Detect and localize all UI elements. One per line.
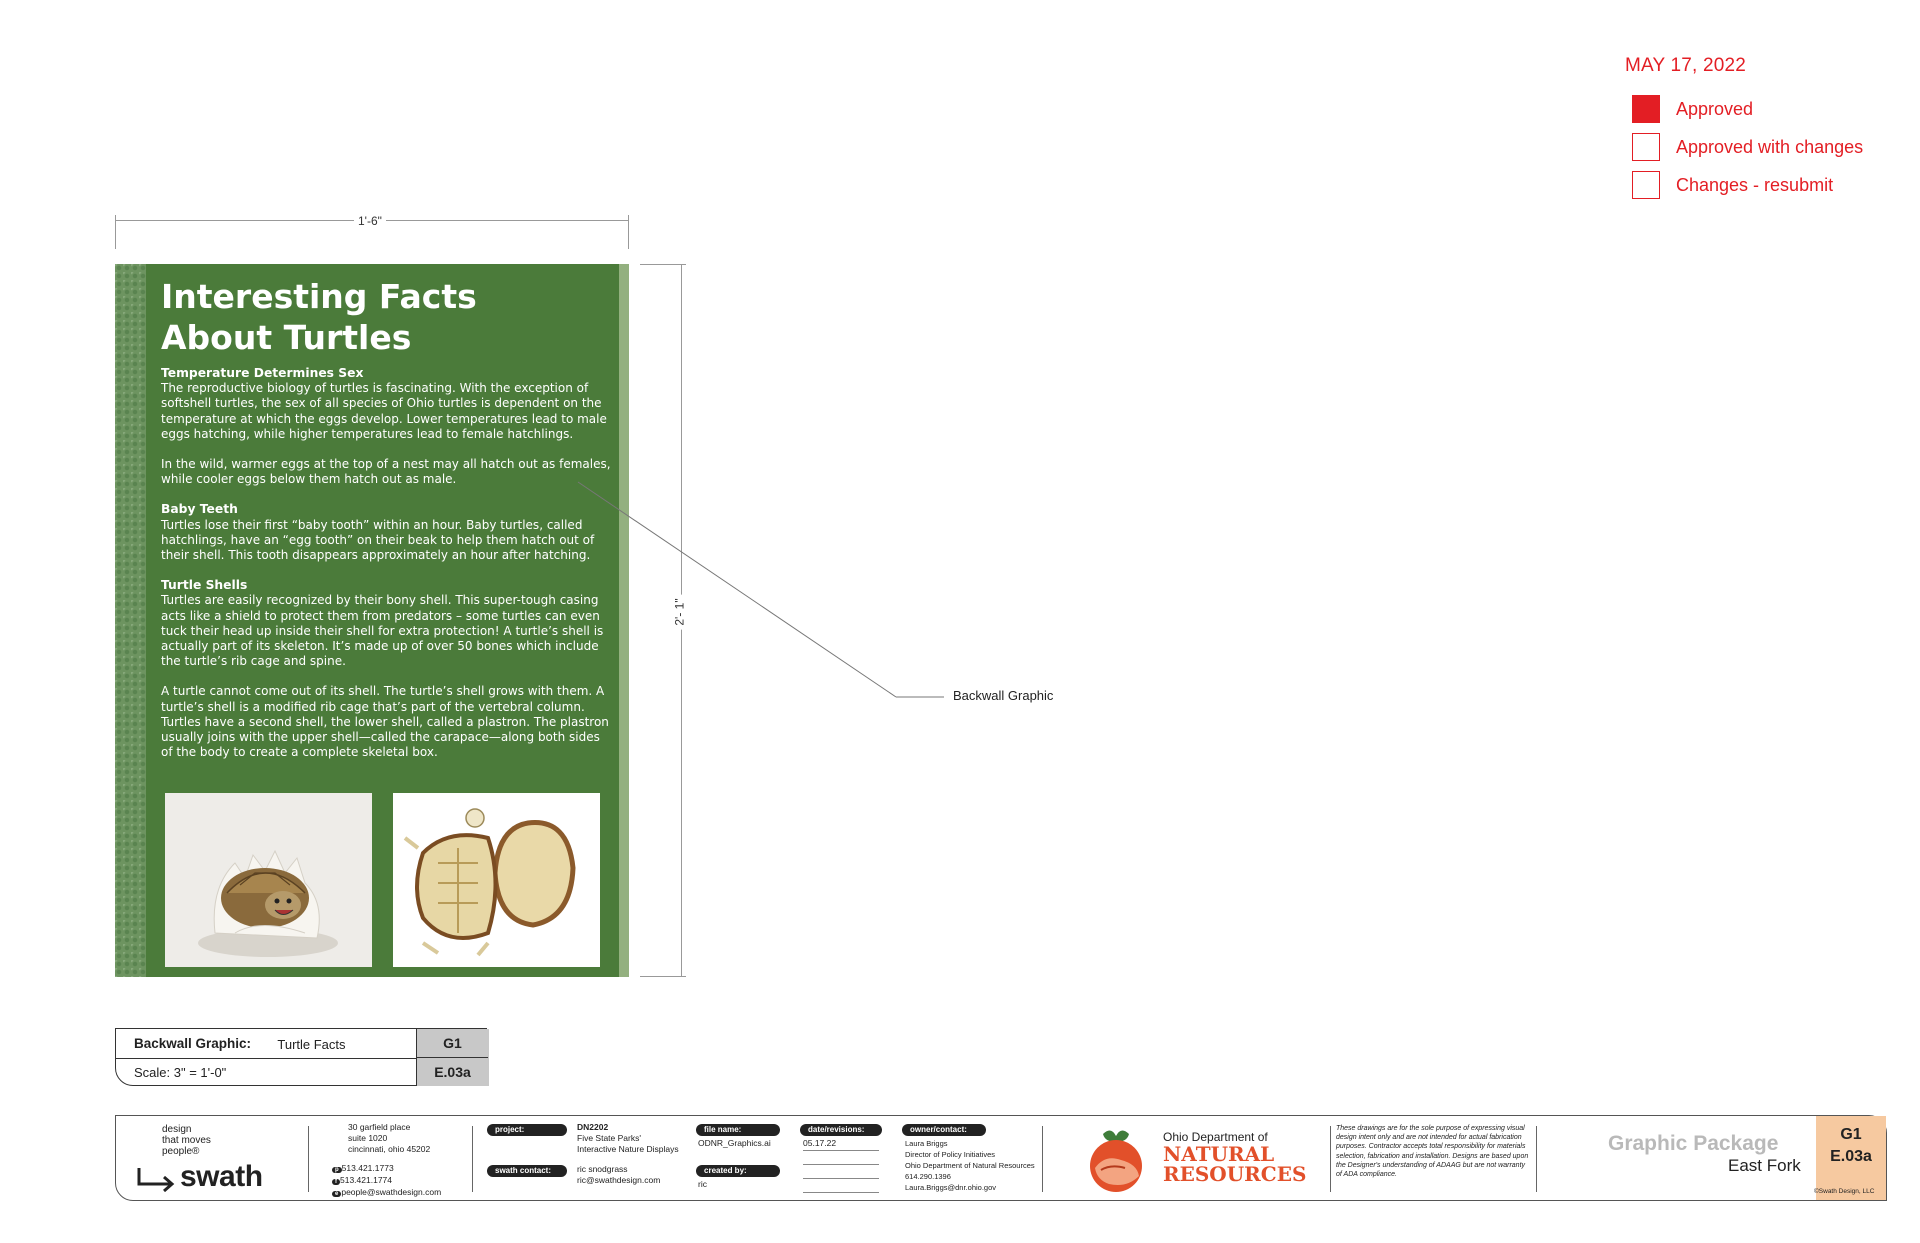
phone-number: 513.421.1773 <box>341 1163 394 1173</box>
panel-title-line: About Turtles <box>161 318 412 357</box>
address-line: cincinnati, ohio 45202 <box>348 1144 431 1154</box>
package-code-top: G1 <box>1840 1126 1862 1143</box>
copyright: ©Swath Design, LLC <box>1814 1188 1875 1195</box>
sheet-code-top: G1 <box>417 1029 488 1058</box>
divider <box>472 1126 473 1192</box>
swath-contact-name: ric snodgrass <box>577 1164 628 1174</box>
section-paragraph: Turtles are easily recognized by their bony shell. This super-tough casing acts like a shield to protect them from predators – some turtles can even tuck their head up inside their shell for extra protection! A turtle’s shell is actually part of its skeleton. It’s made up of over 50 bones which include the turtle’s rib cage and spine. <box>161 593 604 669</box>
fax-number: 513.421.1774 <box>340 1175 392 1185</box>
section-paragraph: In the wild, warmer eggs at the top of a nest may all hatch out as females, while cooler eggs below them hatch out as male. <box>161 457 611 487</box>
section-paragraph: Turtles lose their first “baby tooth” within an hour. Baby turtles, called hatchlings, have an “egg tooth” on their beak to help them hatch out of their shell. This tooth disappears approximately an hour after hatching. <box>161 517 595 563</box>
width-dimension-label: 1'-6" <box>354 214 386 228</box>
file-name: ODNR_Graphics.ai <box>698 1138 771 1148</box>
package-code-bottom: E.03a <box>1830 1148 1872 1165</box>
fax-badge: f <box>332 1179 340 1185</box>
email-badge: e <box>332 1191 341 1197</box>
odnr-logo-icon <box>1081 1124 1151 1194</box>
footer-title-block <box>115 1115 1887 1201</box>
project-name-line: Interactive Nature Displays <box>577 1144 679 1154</box>
owner-line: Ohio Department of Natural Resources <box>905 1161 1035 1170</box>
tagline-line: design <box>162 1124 192 1135</box>
odnr-line2: NATURAL <box>1163 1142 1275 1166</box>
approval-label: Approved <box>1676 98 1754 119</box>
tagline <box>162 1124 211 1157</box>
height-dimension-label: 2'- 1" <box>673 594 687 629</box>
contact-numbers <box>332 1163 441 1199</box>
revision-line <box>803 1192 879 1193</box>
divider <box>308 1126 309 1192</box>
swath-contact-info <box>577 1164 660 1186</box>
package-subtitle: East Fork <box>1728 1156 1801 1175</box>
arrow-logo-icon <box>136 1166 178 1192</box>
section-paragraph: A turtle cannot come out of its shell. The turtle’s shell grows with them. A turtle’s shell is a modified rib cage that’s part of the vertebral column. Turtles have a second shell, the lower shell, called a plastron. The plastron usually joins with the upper shell—called the carapace—along both sides of the body to create a complete skeletal box. <box>161 684 609 760</box>
approval-label: Changes - resubmit <box>1676 174 1834 195</box>
title-name-rest: Turtle Facts <box>274 1037 346 1052</box>
owner-contact-label: owner/contact: <box>902 1124 986 1136</box>
odnr-line1: Ohio Department of <box>1163 1130 1268 1144</box>
sheet-code-bottom: E.03a <box>434 1064 471 1080</box>
tagline-line: that moves <box>162 1135 211 1146</box>
section-heading: Baby Teeth <box>161 502 238 517</box>
brand-logo: swath <box>180 1160 263 1193</box>
owner-line: Director of Policy Initiatives <box>905 1150 996 1159</box>
title-block <box>115 1028 487 1086</box>
date-revisions-label: date/revisions: <box>800 1124 882 1136</box>
approval-label: Approved with changes <box>1676 136 1864 157</box>
tagline-line: people® <box>162 1146 200 1157</box>
divider <box>1330 1126 1331 1192</box>
sheet-code <box>416 1029 489 1086</box>
panel-title-line: Interesting Facts <box>161 277 477 316</box>
divider <box>1536 1126 1537 1192</box>
project-id: DN2202 <box>577 1122 609 1132</box>
revision-line <box>803 1164 879 1165</box>
revision-line <box>803 1178 879 1179</box>
project-name-line: Five State Parks' <box>577 1133 641 1143</box>
owner-line: 614.290.1396 <box>905 1172 951 1181</box>
divider <box>1042 1126 1043 1192</box>
revision-line <box>803 1150 879 1151</box>
email-address[interactable]: people@swathdesign.com <box>341 1187 442 1197</box>
title-name-bold: Backwall Graphic: <box>134 1036 252 1051</box>
callout-label: Backwall Graphic <box>953 688 1054 703</box>
section-paragraph: The reproductive biology of turtles is fascinating. With the exception of softshell turtles, the sex of all species of Ohio turtles is dependent on the temperature at which the eggs develop. Lower temperatures lead to male eggs hatching, while higher temperatures lead to female hatchlings. <box>161 381 607 441</box>
owner-info <box>905 1138 1035 1193</box>
section-heading: Turtle Shells <box>161 578 248 593</box>
date-entry: 05.17.22 <box>803 1138 837 1148</box>
swath-contact-label: swath contact: <box>487 1165 567 1177</box>
address-line: 30 garfield place <box>348 1122 411 1132</box>
title-row <box>116 1029 416 1059</box>
approval-date: MAY 17, 2022 <box>1625 55 1747 76</box>
file-name-label: file name: <box>696 1124 780 1136</box>
project-info <box>577 1122 679 1155</box>
package-title: Graphic Package <box>1608 1132 1779 1155</box>
disclaimer: These drawings are for the sole purpose of expressing visual design intent only and are not intended for actual fabrication purposes. Contractor accepts total responsibility for materials selection, fabrication and installation. Designs are based upon the Designer's understanding of ADAAG but are not warranty of ADA compliance. <box>1336 1125 1529 1179</box>
scale-label: Scale: 3" = 1'-0" <box>134 1065 227 1080</box>
address-line: suite 1020 <box>348 1133 388 1143</box>
phone-badge: p <box>332 1167 342 1173</box>
swath-contact-email[interactable]: ric@swathdesign.com <box>577 1175 661 1185</box>
created-by: ric <box>698 1179 707 1189</box>
section-heading: Temperature Determines Sex <box>161 366 364 380</box>
address <box>348 1122 430 1155</box>
odnr-line3: RESOURCES <box>1163 1162 1307 1186</box>
project-label: project: <box>487 1124 567 1136</box>
owner-line: Laura Briggs <box>905 1139 948 1148</box>
created-by-label: created by: <box>696 1165 780 1177</box>
owner-line[interactable]: Laura.Briggs@dnr.ohio.gov <box>905 1183 997 1192</box>
